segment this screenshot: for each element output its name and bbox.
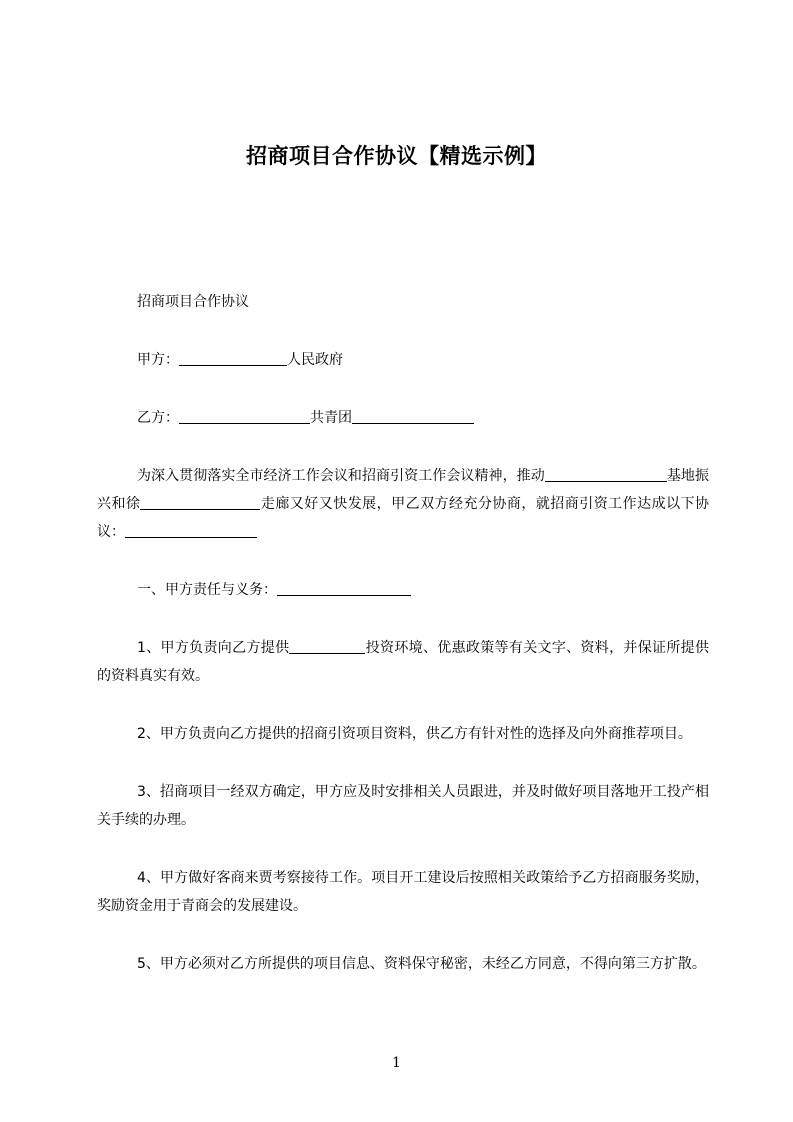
party-b-blank-1 [179, 409, 310, 424]
party-a-blank [179, 351, 287, 366]
item-4: 4、甲方做好客商来贾考察接待工作。项目开工建设后按照相关政策给予乙方招商服务奖励，奖励资金用于青商会的发展建设。 [97, 870, 709, 914]
document-body [97, 288, 709, 1008]
document-title: 招商项目合作协议【精选示例】 [246, 144, 547, 168]
party-a-suffix: 人民政府 [287, 352, 343, 368]
section-1-heading-text: 一、甲方责任与义务： [137, 582, 277, 598]
intro-paragraph [97, 462, 709, 546]
party-b-blank-2 [352, 409, 474, 424]
item-1-text-2: 投资环境、优惠政策等有关文字、资料，并保证所提供的资料真实有效。 [97, 640, 709, 684]
intro-blank-4 [125, 523, 257, 538]
agreement-subtitle: 招商项目合作协议 [137, 294, 249, 310]
party-b-label: 乙方： [137, 410, 179, 426]
page-number: 1 [392, 1055, 401, 1071]
party-a-line [97, 346, 709, 374]
section-1-blank [277, 581, 411, 596]
party-b-middle: 共青团 [310, 410, 352, 426]
item-1 [97, 634, 709, 690]
item-1-text-1: 1、甲方负责向乙方提供 [137, 640, 290, 656]
party-a-label: 甲方： [137, 352, 179, 368]
party-b-line [97, 404, 709, 432]
intro-blank-2 [641, 467, 667, 482]
intro-blank-1 [545, 467, 641, 482]
intro-text-3: 走廊又好又快发展，甲乙双方经充分协商，就招商引资工作达成以下协议： [97, 496, 710, 540]
item-3: 3、招商项目一经双方确定，甲方应及时安排相关人员跟进，并及时做好项目落地开工投产相关手续的办理。 [97, 784, 709, 828]
intro-text-1: 为深入贯彻落实全市经济工作会议和招商引资工作会议精神，推动 [137, 468, 545, 484]
item-2: 2、甲方负责向乙方提供的招商引资项目资料，供乙方有针对性的选择及向外商推荐项目。 [137, 726, 692, 742]
intro-blank-3 [140, 495, 260, 510]
intro-text-2: 基地振兴和徐 [97, 468, 709, 512]
section-1-heading [97, 576, 709, 604]
item-1-blank [289, 639, 365, 654]
item-5: 5、甲方必须对乙方所提供的项目信息、资料保守秘密，未经乙方同意，不得向第三方扩散。 [137, 956, 706, 972]
